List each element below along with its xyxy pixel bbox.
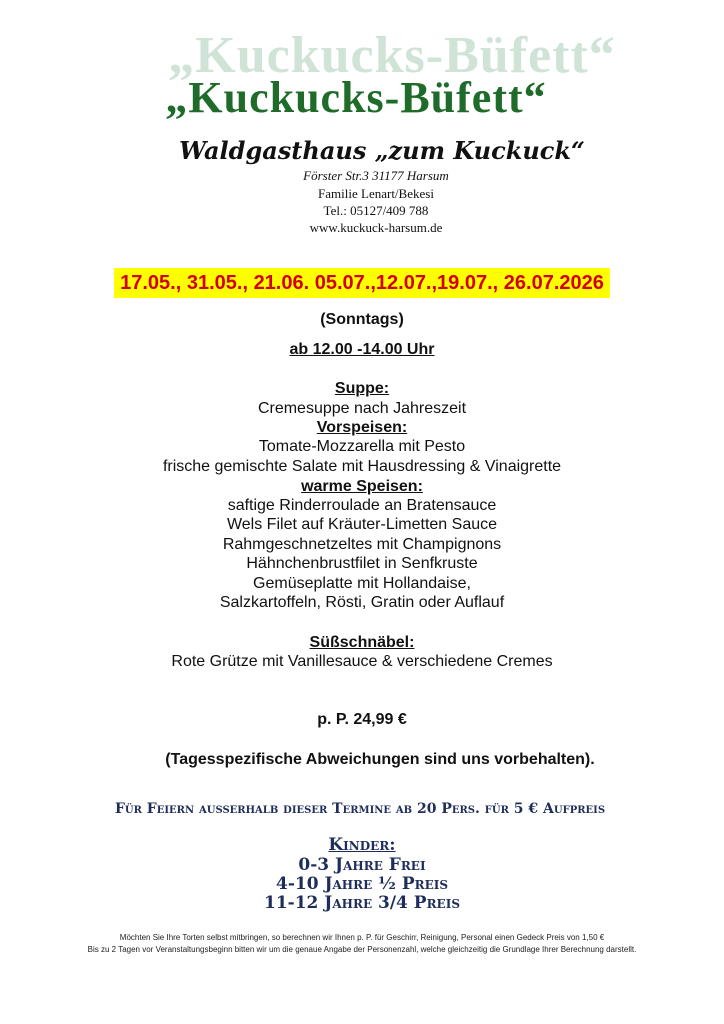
menu-item: Rahmgeschnetzeltes mit Champignons bbox=[222, 536, 502, 553]
menu-item: Cremesuppe nach Jahreszeit bbox=[257, 400, 467, 417]
menu-item: frische gemischte Salate mit Hausdressing & Vinaigrette bbox=[162, 458, 562, 475]
starters-heading: Vorspeisen: bbox=[316, 419, 408, 436]
event-dates: 17.05., 31.05., 21.06. 05.07.,12.07.,19.07., 26.07.2026 bbox=[114, 268, 610, 298]
kids-row: 0-3 Jahre Frei bbox=[298, 855, 426, 875]
menu-item: Salzkartoffeln, Rösti, Gratin oder Auflauf bbox=[219, 594, 505, 611]
warm-dishes-heading: warme Speisen: bbox=[301, 478, 423, 495]
menu-item: saftige Rinderroulade an Bratensauce bbox=[227, 497, 497, 514]
menu-item: Hähnchenbrustfilet in Senfkruste bbox=[246, 555, 478, 572]
price: p. P. 24,99 € bbox=[317, 711, 407, 728]
kids-row: 4-10 Jahre ½ Preis bbox=[275, 874, 449, 894]
website: www.kuckuck-harsum.de bbox=[309, 220, 443, 235]
menu-item: Tomate-Mozzarella mit Pesto bbox=[258, 438, 466, 455]
menu-item: Wels Filet auf Kräuter-Limetten Sauce bbox=[226, 516, 498, 533]
phone: Tel.: 05127/409 788 bbox=[323, 203, 429, 218]
kids-row: 11-12 Jahre 3/4 Preis bbox=[264, 893, 460, 913]
restaurant-name: Waldgasthaus „zum Kuckuck“ bbox=[179, 136, 585, 165]
footnote-headcount: Bis zu 2 Tagen vor Veranstaltungsbeginn bitten wir um die genaue Angabe der Personenzahl, welche gleichzeitig die Grundlage Ihrer Berechnung darstellt. bbox=[87, 945, 637, 954]
dessert-heading: Süßschnäbel: bbox=[309, 634, 415, 651]
footnote-cakes: Möchten Sie Ihre Torten selbst mitbringen, so berechnen wir Ihnen p. P. für Geschirr, Reinigung, Personal einen Gedeck Preis von 1,50 € bbox=[119, 933, 605, 942]
page-title: „Kuckucks-Büfett“ bbox=[165, 73, 547, 122]
address: Förster Str.3 31177 Harsum bbox=[303, 168, 449, 183]
menu-item: Rote Grütze mit Vanillesauce & verschiedene Cremes bbox=[171, 653, 553, 670]
soup-heading: Suppe: bbox=[334, 380, 390, 397]
kids-heading: Kinder: bbox=[328, 835, 396, 855]
disclaimer: (Tagesspezifische Abweichungen sind uns vorbehalten). bbox=[165, 751, 595, 768]
event-day: (Sonntags) bbox=[320, 311, 404, 328]
events-note: Für Feiern ausserhalb dieser Termine ab 20 Pers. für 5 € Aufpreis bbox=[114, 801, 606, 817]
event-time: ab 12.00 -14.00 Uhr bbox=[289, 341, 435, 358]
dates-row bbox=[0, 268, 724, 298]
title-shadow: „Kuckucks-Büfett“ bbox=[168, 27, 616, 84]
family-name: Familie Lenart/Bekesi bbox=[318, 186, 434, 201]
menu-item: Gemüseplatte mit Hollandaise, bbox=[253, 575, 471, 592]
